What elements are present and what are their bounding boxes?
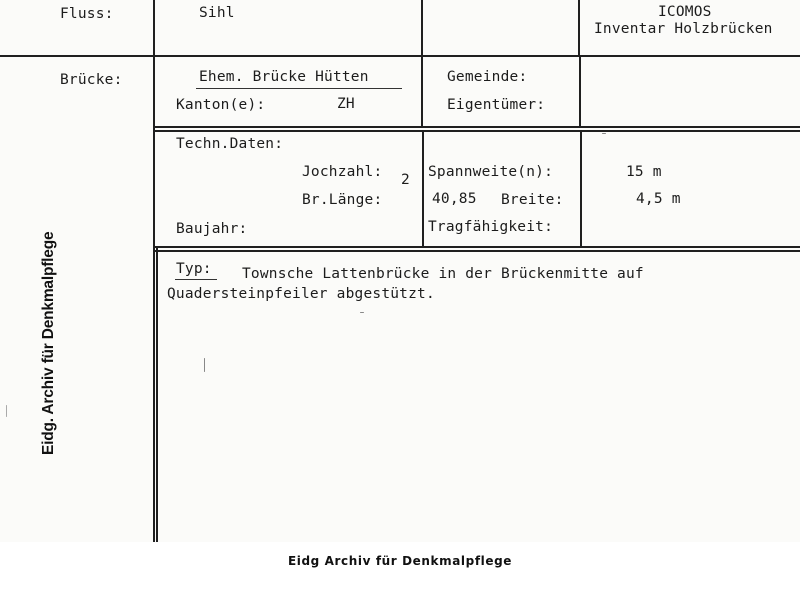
jochzahl-value: 2 xyxy=(401,172,410,188)
techn-divider-1 xyxy=(422,130,424,247)
breite-value: 4,5 m xyxy=(636,191,681,207)
bruecke-underline xyxy=(196,88,402,89)
techn-daten-label: Techn.Daten: xyxy=(176,136,284,152)
techn-bottom-line xyxy=(153,246,800,248)
kanton-value: ZH xyxy=(337,96,355,112)
eigentuemer-label: Eigentümer: xyxy=(447,97,546,113)
typ-underline xyxy=(175,279,217,280)
speck-mark xyxy=(6,405,7,417)
bruecke-bottom-line xyxy=(153,126,800,128)
bruecke-label: Brücke: xyxy=(60,72,123,88)
fluss-label: Fluss: xyxy=(60,6,114,22)
header-divider-1 xyxy=(421,0,423,56)
typ-description-line-2: Quadersteinpfeiler abgestützt. xyxy=(167,286,435,302)
laenge-label: Br.Länge: xyxy=(302,192,383,208)
techn-top-line xyxy=(153,130,800,132)
laenge-value: 40,85 xyxy=(432,191,477,207)
spannweite-label: Spannweite(n): xyxy=(428,164,554,180)
jochzahl-label: Jochzahl: xyxy=(302,164,383,180)
tragfaehigkeit-label: Tragfähigkeit: xyxy=(428,219,554,235)
bruecke-value: Ehem. Brücke Hütten xyxy=(199,69,369,85)
typ-top-line xyxy=(155,250,800,252)
speck-mark xyxy=(360,312,364,313)
header-divider-2 xyxy=(578,0,580,56)
fluss-value: Sihl xyxy=(199,5,235,21)
archive-stamp: Eidg. Archiv für Denkmalpflege xyxy=(40,231,57,455)
typ-left-line xyxy=(156,246,158,542)
speck-mark xyxy=(204,358,205,372)
image-caption: Eidg Archiv für Denkmalpflege xyxy=(287,554,513,568)
typ-description-line-1: Townsche Lattenbrücke in der Brückenmitte auf xyxy=(242,266,644,282)
breite-label: Breite: xyxy=(501,192,564,208)
bruecke-divider-1 xyxy=(421,56,423,128)
baujahr-label: Baujahr: xyxy=(176,221,248,237)
header-bottom-line xyxy=(0,55,800,57)
icomos-title: ICOMOS xyxy=(658,4,712,20)
spannweite-value: 15 m xyxy=(626,164,662,180)
kanton-label: Kanton(e): xyxy=(176,97,266,113)
inventar-subtitle: Inventar Holzbrücken xyxy=(594,21,773,37)
typ-label: Typ: xyxy=(176,261,212,277)
gemeinde-label: Gemeinde: xyxy=(447,69,528,85)
speck-mark xyxy=(602,133,606,134)
bruecke-divider-2 xyxy=(579,56,581,128)
left-column-divider xyxy=(153,0,155,542)
techn-divider-2 xyxy=(580,130,582,247)
